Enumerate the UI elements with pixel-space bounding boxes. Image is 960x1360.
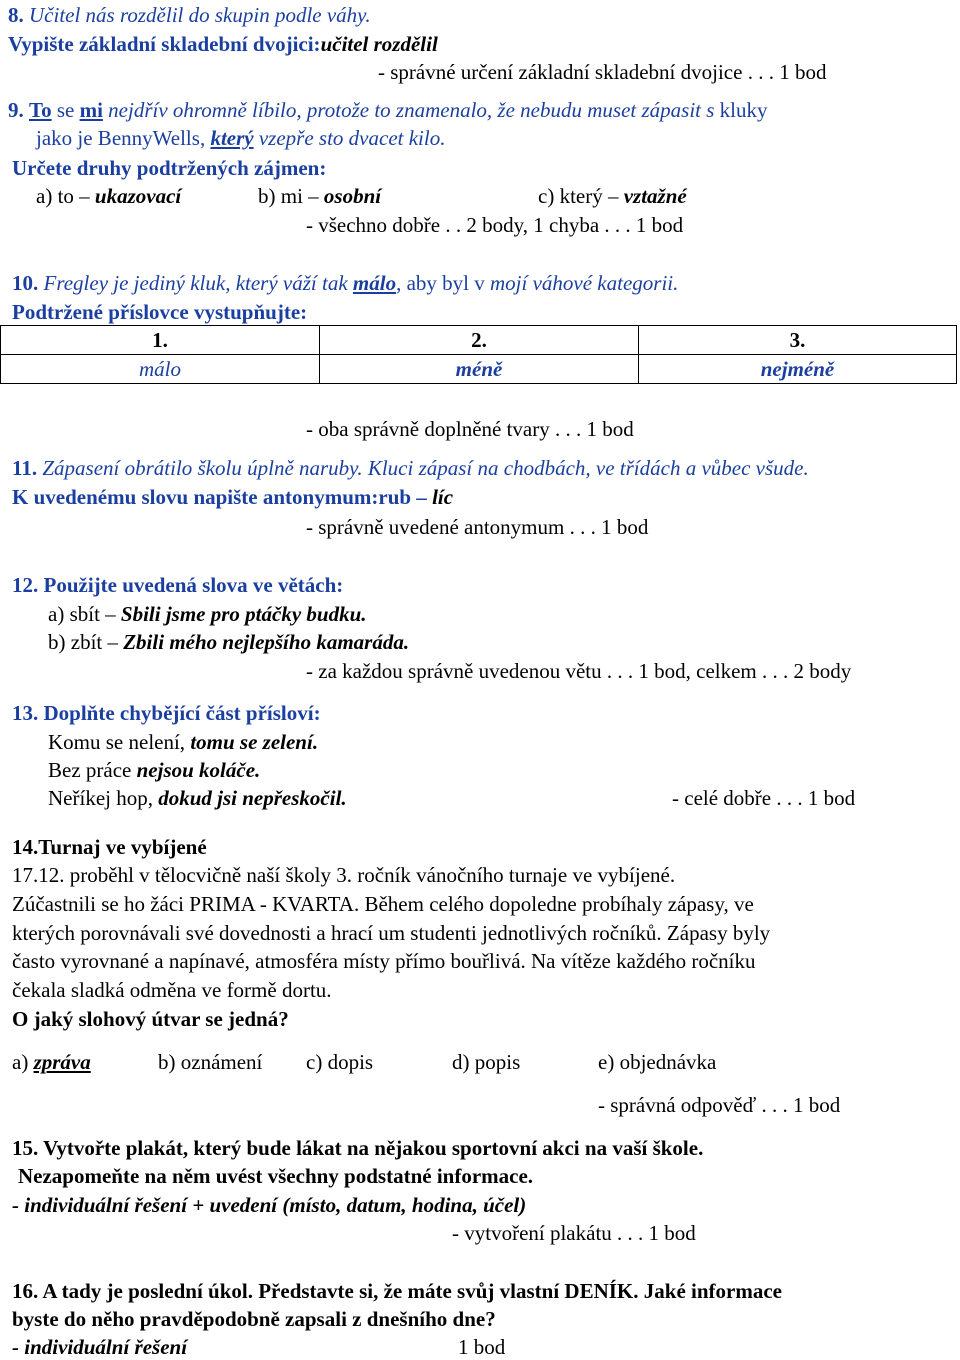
q8-task: Vypište základní skladební dvojici: <box>8 32 321 56</box>
table-cell: nejméně <box>639 355 957 384</box>
q13-proverb-3 <box>48 785 347 811</box>
q15-title: 15. Vytvořte plakát, který bude lákat na nějakou sportovní akci na vaší škole. <box>12 1136 704 1160</box>
table-header-cell: 1. <box>1 326 320 355</box>
q12-answer-a <box>48 601 367 627</box>
q9-text-a: nejdřív ohromně líbilo, protože to znamenalo, že nebudu muset zápasit s <box>108 98 715 122</box>
q13-points: - celé dobře . . . 1 bod <box>672 786 856 810</box>
q9-text-b: jako je BennyWells, <box>36 126 206 150</box>
q9-answer-b <box>258 183 381 209</box>
q11-sentence <box>12 455 809 481</box>
q9-word-kluky: kluky <box>719 98 768 122</box>
q14-title: 14.Turnaj ve vybíjené <box>12 835 207 859</box>
q12-a-label: a) sbít – <box>48 602 116 626</box>
q10-text-b: , aby byl v <box>396 271 485 295</box>
q16-solution: - individuální řešení <box>12 1335 188 1359</box>
q9-b-label: b) mi – <box>258 184 319 208</box>
q9-answer-a <box>36 183 181 209</box>
q10-task: Podtržené příslovce vystupňujte: <box>12 300 308 324</box>
q9-word-to: To <box>29 98 52 122</box>
q9-a-answer: ukazovací <box>94 184 182 208</box>
table-row <box>1 326 957 355</box>
table-cell: méně <box>320 355 639 384</box>
q8-points: - správné určení základní skladební dvojice . . . 1 bod <box>378 60 827 84</box>
q12-a-answer: Sbili jsme pro ptáčky budku. <box>120 602 367 626</box>
q9-sentence-2 <box>36 125 445 151</box>
q16-points: 1 bod <box>458 1335 506 1359</box>
table-header-cell: 2. <box>320 326 639 355</box>
q14-points: - správná odpověď . . . 1 bod <box>598 1093 841 1117</box>
q14-paragraph-line: často vyrovnané a napínavé, atmosféra místy přímo bouřlivá. Na vítěze každého ročníku <box>12 949 756 973</box>
q9-c-answer: vztažné <box>623 184 687 208</box>
q10-word-malo: málo <box>352 271 397 295</box>
q9-task: Určete druhy podtržených zájmen: <box>12 156 327 180</box>
q13-proverb-2 <box>48 757 260 783</box>
q11-task: K uvedenému slovu napište antonymum:rub – <box>12 485 427 509</box>
q10-sentence <box>12 270 678 296</box>
q9-b-answer: osobní <box>323 184 382 208</box>
table-cell: málo <box>1 355 320 384</box>
q14-paragraph-line: 17.12. proběhl v tělocvičně naší školy 3. ročník vánočního turnaje ve vybíjené. <box>12 863 676 887</box>
q12-points: - za každou správně uvedenou větu . . . 1 bod, celkem . . . 2 body <box>306 659 852 683</box>
q9-word-se: se <box>56 98 75 122</box>
q12-answer-b <box>48 629 409 655</box>
q11-number: 11. <box>12 456 38 480</box>
q14-paragraph-line: kterých porovnávali své dovednosti a hrací um studenti jednotlivých ročníků. Zápasy byly <box>12 921 771 945</box>
q12-title: 12. Použijte uvedená slova ve větách: <box>12 573 344 597</box>
comparison-table <box>0 325 957 384</box>
q14-option-b: b) oznámení <box>158 1050 263 1074</box>
table-row <box>1 355 957 384</box>
q14-option-e: e) objednávka <box>598 1050 717 1074</box>
q14-option-a-label: a) <box>12 1050 29 1074</box>
q14-question: O jaký slohový útvar se jedná? <box>12 1007 289 1031</box>
q13-p1-start: Komu se nelení, <box>48 730 186 754</box>
table-header-cell: 3. <box>639 326 957 355</box>
q14-option-a-answer: zpráva <box>33 1050 91 1074</box>
q16-line-1: 16. A tady je poslední úkol. Představte si, že máte svůj vlastní DENÍK. Jaké informace <box>12 1279 782 1303</box>
q15-points: - vytvoření plakátu . . . 1 bod <box>452 1221 696 1245</box>
q15-line-2: Nezapomeňte na něm uvést všechny podstatné informace. <box>18 1164 534 1188</box>
q10-text-a: Fregley je jediný kluk, který váží tak <box>43 271 348 295</box>
q13-p2-answer: nejsou koláče. <box>136 758 261 782</box>
q9-number: 9. <box>8 98 24 122</box>
q15-solution: - individuální řešení + uvedení (místo, datum, hodina, účel) <box>12 1193 527 1217</box>
q14-paragraph-line: Zúčastnili se ho žáci PRIMA - KVARTA. Během celého dopoledne probíhaly zápasy, ve <box>12 892 754 916</box>
q13-p3-start: Neříkej hop, <box>48 786 153 810</box>
q12-b-answer: Zbili mého nejlepšího kamaráda. <box>123 630 410 654</box>
q12-b-label: b) zbít – <box>48 630 118 654</box>
q16-line-2: byste do něho pravděpodobně zapsali z dnešního dne? <box>12 1307 496 1331</box>
q13-p1-answer: tomu se zelení. <box>190 730 319 754</box>
q8-task-line <box>8 31 438 57</box>
q9-c-label: c) který – <box>538 184 619 208</box>
q13-p3-answer: dokud jsi nepřeskočil. <box>158 786 347 810</box>
q14-option-c: c) dopis <box>306 1050 374 1074</box>
q9-word-ktery: který <box>210 126 254 150</box>
q14-option-d: d) popis <box>452 1050 521 1074</box>
q11-points: - správně uvedené antonymum . . . 1 bod <box>306 515 649 539</box>
q9-a-label: a) to – <box>36 184 90 208</box>
q14-paragraph-line: čekala sladká odměna ve formě dortu. <box>12 978 332 1002</box>
q13-p2-start: Bez práce <box>48 758 137 782</box>
q13-title: 13. Doplňte chybějící část přísloví: <box>12 701 321 725</box>
q8-text: Učitel nás rozdělil do skupin podle váhy. <box>29 3 371 27</box>
q9-text-c: vzepře sto dvacet kilo. <box>258 126 446 150</box>
q9-points: - všechno dobře . . 2 body, 1 chyba . . . 1 bod <box>306 213 684 237</box>
q13-proverb-1 <box>48 729 318 755</box>
q8-sentence <box>8 2 371 28</box>
q9-word-mi: mi <box>79 98 103 122</box>
q9-sentence-1 <box>8 97 768 123</box>
q11-task-line <box>12 484 453 510</box>
q8-answer: učitel rozdělil <box>320 32 438 56</box>
q8-number: 8. <box>8 3 24 27</box>
q10-text-c: mojí váhové kategorii. <box>490 271 679 295</box>
q10-number: 10. <box>12 271 39 295</box>
q10-points: - oba správně doplněné tvary . . . 1 bod <box>306 417 634 441</box>
q9-answer-c <box>538 183 687 209</box>
q14-option-a <box>12 1049 91 1075</box>
q11-text: Zápasení obrátilo školu úplně naruby. Kluci zápasí na chodbách, ve třídách a vůbec všude. <box>42 456 809 480</box>
q11-answer: líc <box>432 485 454 509</box>
